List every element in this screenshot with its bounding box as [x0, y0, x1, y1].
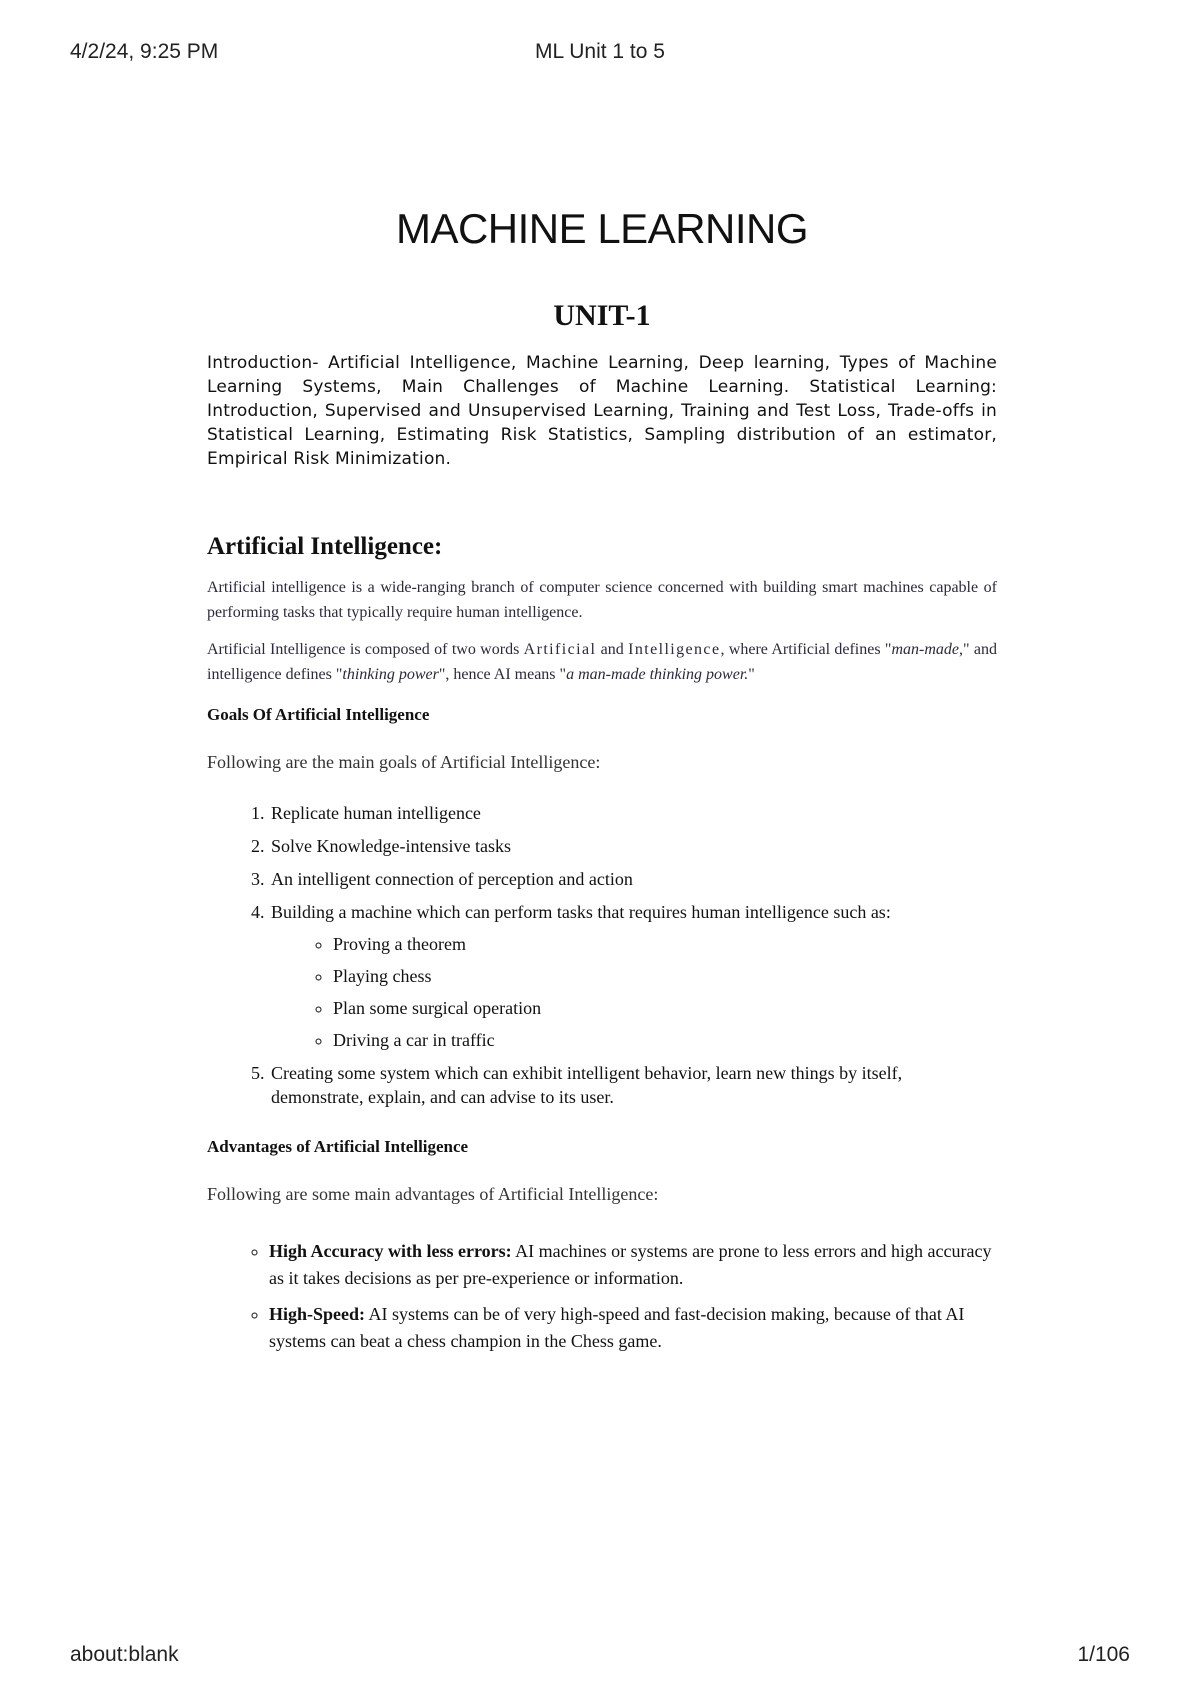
page-number: 1/106	[1077, 1643, 1130, 1666]
goals-heading: Goals Of Artificial Intelligence	[207, 705, 430, 724]
ai-comp-word-intelligence: Intelligence	[628, 641, 721, 658]
list-item: 3. An intelligent connection of perception and action	[269, 867, 997, 891]
advantage-term: High-Speed:	[269, 1304, 366, 1324]
advantages-intro: Following are some main advantages of Artificial Intelligence:	[207, 1184, 659, 1204]
print-header	[70, 40, 1130, 68]
list-item: 1. Replicate human intelligence	[269, 801, 997, 825]
ai-definition-paragraph: Artificial intelligence is a wide-ranging branch of computer science concerned with building smart machines capable of performing tasks that typically require human intelligence.	[207, 579, 997, 621]
ai-comp-thinking-power: thinking power	[342, 666, 439, 683]
unit-heading: UNIT-1	[553, 299, 651, 332]
list-item: ◦ Plan some surgical operation	[333, 997, 997, 1020]
ai-comp-text-5: "	[748, 666, 755, 683]
list-item: 5. Creating some system which can exhibit intelligent behavior, learn new things by itself, demonstrate, explain, and can advise to its user.	[269, 1061, 997, 1109]
goals-intro: Following are the main goals of Artificial Intelligence:	[207, 752, 601, 772]
goals-list	[207, 801, 997, 1109]
ai-comp-text-4: ", hence AI means "	[438, 666, 567, 683]
list-item: ◦ Driving a car in traffic	[333, 1029, 997, 1052]
ai-comp-text-1: Artificial Intelligence is composed of two words	[207, 641, 524, 658]
list-item	[269, 1301, 997, 1355]
advantages-heading: Advantages of Artificial Intelligence	[207, 1137, 469, 1156]
ai-comp-text-3: ," and intelligence defines "	[207, 641, 998, 683]
list-item: 2. Solve Knowledge-intensive tasks	[269, 834, 997, 858]
advantage-term: High Accuracy with less errors:	[269, 1241, 512, 1261]
document-page	[207, 205, 997, 1364]
list-item	[269, 900, 997, 1052]
advantage-text: AI machines or systems are prone to less errors and high accuracy as it takes decisions as per pre-experience or information.	[269, 1241, 992, 1288]
ai-comp-meaning: a man-made thinking power.	[566, 666, 749, 683]
goals-sublist	[271, 933, 997, 1052]
list-item: ◦ Proving a theorem	[333, 933, 997, 956]
advantage-text: AI systems can be of very high-speed and fast-decision making, because of that AI systems can beat a chess champion in the Chess game.	[269, 1304, 965, 1351]
ai-section-heading: Artificial Intelligence:	[207, 533, 443, 560]
ai-composition-paragraph	[207, 637, 997, 687]
list-item: ◦ Playing chess	[333, 965, 997, 988]
print-footer	[70, 1643, 1130, 1671]
ai-comp-text-2: , where Artificial defines "	[720, 641, 892, 658]
syllabus-paragraph: Introduction- Artificial Intelligence, Machine Learning, Deep learning, Types of Machine Learning Systems, Main Challenges of Machine Learning. Statistical Learning: Introduction, Supervised and Unsupervised Learning, Training and Test Loss, Trade-offs in Statistical Learning, Estimating Risk Statistics, Sampling distribution of an estimator, Empirical Risk Minimization.	[207, 353, 997, 469]
ai-comp-word-artificial: Artificial	[523, 641, 597, 658]
print-datetime: 4/2/24, 9:25 PM	[70, 40, 219, 63]
ai-comp-and: and	[596, 641, 629, 658]
print-url: about:blank	[70, 1643, 179, 1666]
print-doc-title: ML Unit 1 to 5	[535, 40, 665, 63]
advantages-list	[207, 1238, 997, 1355]
document-title: MACHINE LEARNING	[395, 205, 809, 252]
list-item-text: Building a machine which can perform tasks that requires human intelligence such as:	[271, 902, 891, 922]
ai-comp-man-made: man-made	[891, 641, 960, 658]
list-item	[269, 1238, 997, 1292]
